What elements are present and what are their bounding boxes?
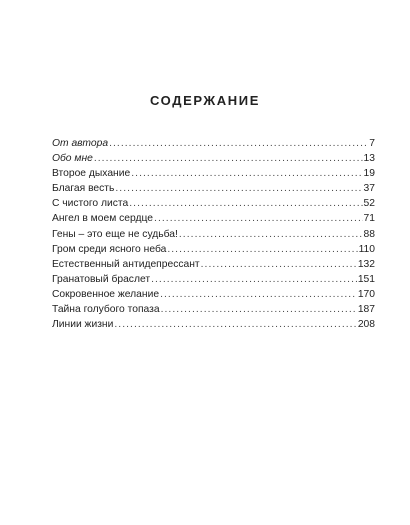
toc-entry bbox=[52, 287, 375, 302]
toc-entry-title: Гранатовый браслет bbox=[52, 273, 151, 285]
dot-leader bbox=[154, 211, 363, 226]
toc-entry-page: 151 bbox=[357, 273, 375, 285]
toc-entry bbox=[52, 317, 375, 332]
toc-entry bbox=[52, 211, 375, 226]
toc-entry bbox=[52, 181, 375, 196]
dot-leader bbox=[161, 302, 357, 317]
toc-entry-title: Гром среди ясного неба bbox=[52, 243, 167, 255]
toc-entry-page: 110 bbox=[358, 243, 375, 255]
toc-entry-page: 7 bbox=[369, 138, 375, 149]
toc-entry-page: 208 bbox=[357, 319, 375, 331]
dot-leader bbox=[115, 181, 362, 196]
toc-entry-page: 13 bbox=[363, 153, 375, 165]
toc-entry bbox=[52, 151, 375, 166]
toc-entry-page: 52 bbox=[363, 198, 375, 210]
toc-entry-title: Благая весть bbox=[52, 183, 115, 195]
toc-entry-title: С чистого листа bbox=[52, 198, 129, 210]
dot-leader bbox=[167, 242, 357, 257]
toc-entry-title: Линии жизни bbox=[52, 319, 114, 331]
dot-leader bbox=[179, 227, 363, 242]
dot-leader bbox=[131, 166, 362, 181]
toc-entry-title: Второе дыхание bbox=[52, 168, 131, 180]
toc-entry bbox=[52, 196, 375, 211]
toc-entry-page: 187 bbox=[357, 304, 375, 316]
toc-entry bbox=[52, 272, 375, 287]
toc-entry-page: 170 bbox=[357, 288, 375, 300]
dot-leader bbox=[151, 272, 357, 287]
toc-entry bbox=[52, 136, 375, 151]
toc-entry bbox=[52, 166, 375, 181]
dot-leader bbox=[109, 136, 368, 151]
toc-entry-title: Гены – это еще не судьба! bbox=[52, 228, 178, 240]
dot-leader bbox=[201, 257, 357, 272]
toc-entry bbox=[52, 302, 375, 317]
toc-entry-page: 88 bbox=[363, 228, 375, 240]
toc-entry-page: 37 bbox=[363, 183, 375, 195]
toc-entry-page: 132 bbox=[357, 258, 375, 270]
dot-leader bbox=[160, 287, 357, 302]
dot-leader bbox=[114, 317, 356, 332]
toc-entry-page: 71 bbox=[363, 213, 375, 225]
dot-leader bbox=[129, 196, 362, 211]
toc-entry bbox=[52, 257, 375, 272]
toc-entry-title: Сокровенное желание bbox=[52, 288, 160, 300]
toc-entry bbox=[52, 227, 375, 242]
page-title: СОДЕРЖАНИЕ bbox=[150, 93, 260, 108]
table-of-contents bbox=[52, 136, 375, 332]
dot-leader bbox=[94, 151, 363, 166]
toc-entry-title: Естественный антидепрессант bbox=[52, 258, 200, 270]
toc-entry-title: От автора bbox=[52, 138, 109, 149]
toc-entry-title: Обо мне bbox=[52, 153, 93, 165]
toc-entry-title: Ангел в моем сердце bbox=[52, 213, 154, 225]
toc-entry-page: 19 bbox=[363, 168, 375, 180]
toc-entry-title: Тайна голубого топаза bbox=[52, 304, 160, 316]
toc-entry bbox=[52, 242, 375, 257]
